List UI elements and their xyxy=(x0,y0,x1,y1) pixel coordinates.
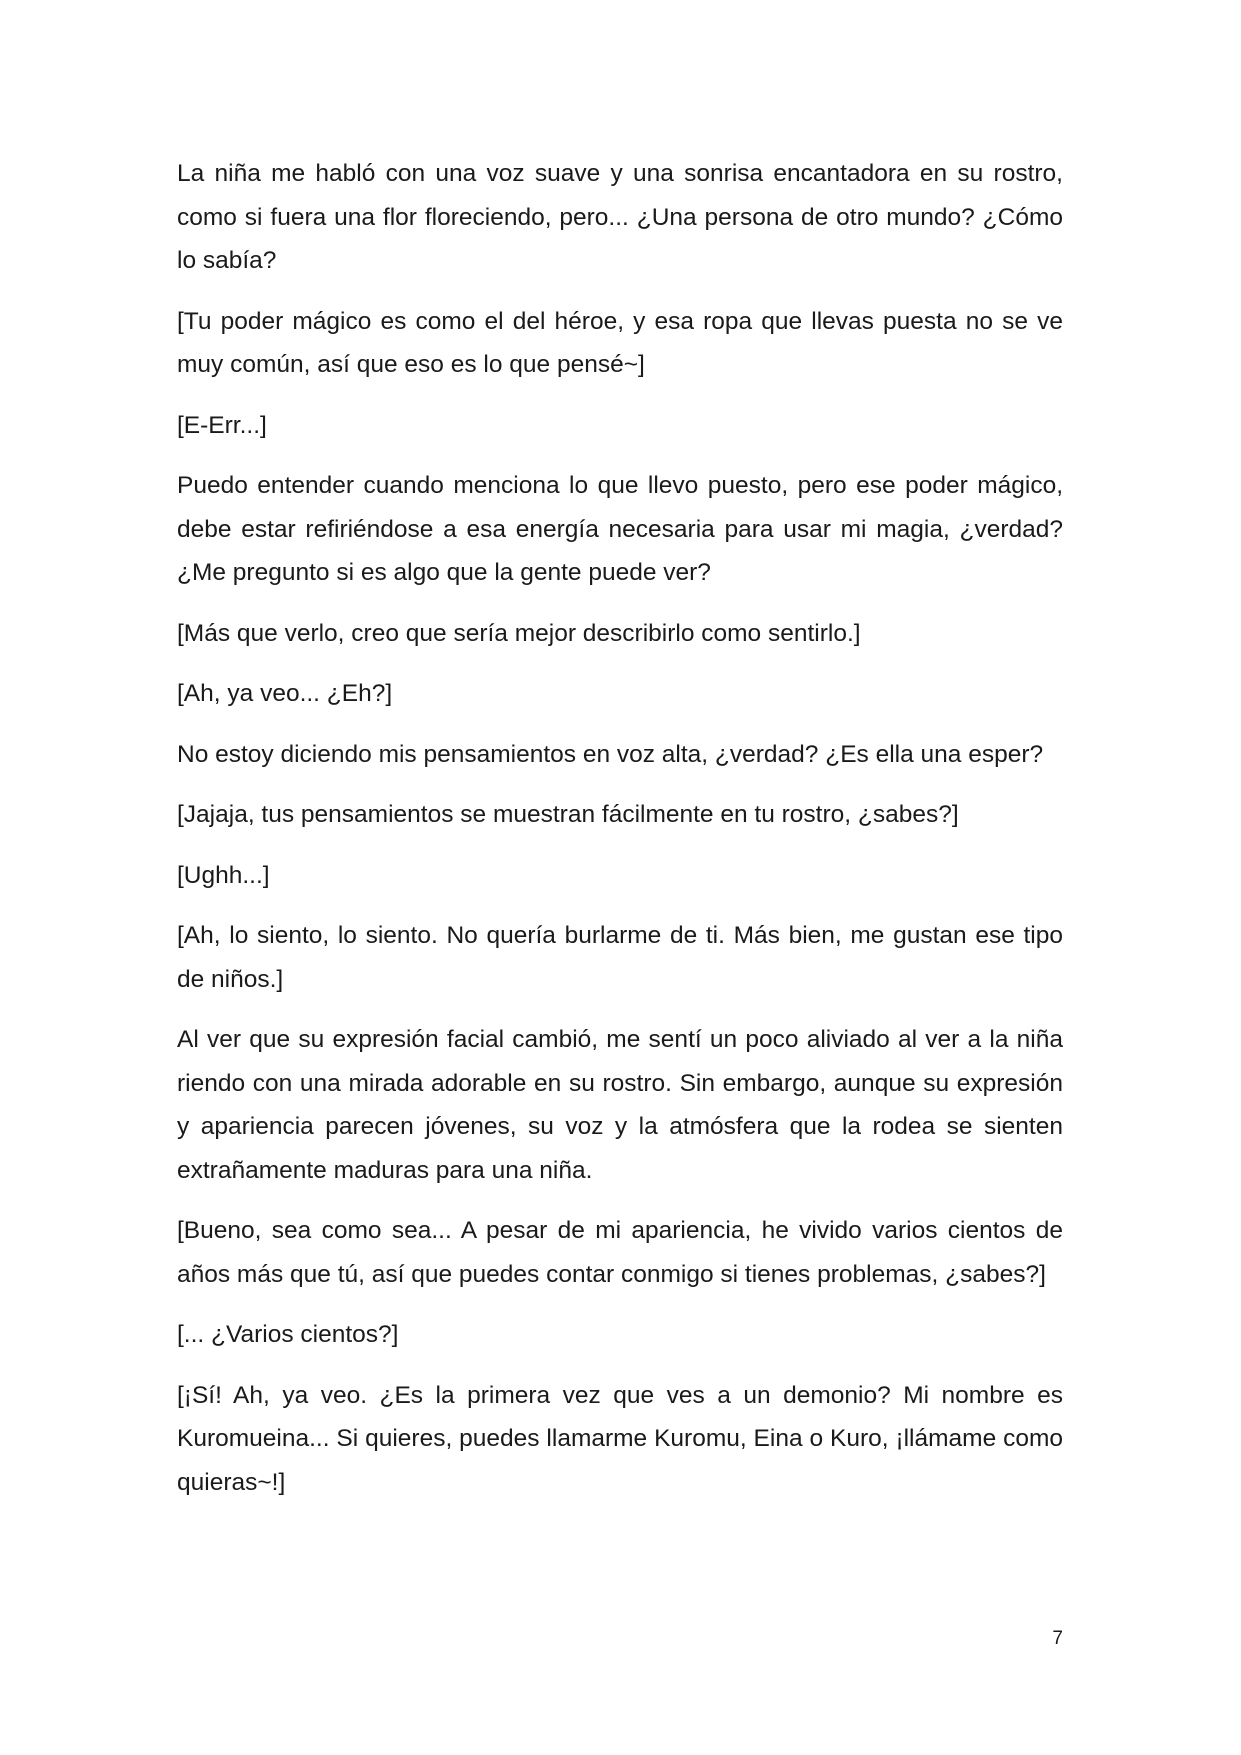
paragraph: [Tu poder mágico es como el del héroe, y esa ropa que llevas puesta no se ve muy común, así que eso es lo que pensé~] xyxy=(177,307,1063,378)
paragraph: [Ah, ya veo... ¿Eh?] xyxy=(177,680,393,707)
paragraph: [Ughh...] xyxy=(177,861,270,889)
body-text xyxy=(177,152,1063,1521)
paragraph: No estoy diciendo mis pensamientos en voz alta, ¿verdad? ¿Es ella una esper? xyxy=(177,740,1044,768)
paragraph: Al ver que su expresión facial cambió, me sentí un poco aliviado al ver a la niña riendo con una mirada adorable en su rostro. Sin embargo, aunque su expresión y apariencia parecen jóvenes, su voz y la atmósfera que la rodea se sienten extrañamente maduras para una niña. xyxy=(177,1026,1063,1184)
paragraph: [Bueno, sea como sea... A pesar de mi apariencia, he vivido varios cientos de años más que tú, así que puedes contar conmigo si tienes problemas, ¿sabes?] xyxy=(177,1217,1063,1288)
paragraph: Puedo entender cuando menciona lo que llevo puesto, pero ese poder mágico, debe estar refiriéndose a esa energía necesaria para usar mi magia, ¿verdad? ¿Me pregunto si es algo que la gente puede ver? xyxy=(177,472,1063,586)
page-number: 7 xyxy=(1052,1628,1063,1649)
paragraph: [Más que verlo, creo que sería mejor describirlo como sentirlo.] xyxy=(177,619,861,647)
paragraph: [Jajaja, tus pensamientos se muestran fácilmente en tu rostro, ¿sabes?] xyxy=(177,801,959,828)
paragraph: [... ¿Varios cientos?] xyxy=(177,1321,399,1348)
paragraph: [E-Err...] xyxy=(177,411,267,439)
paragraph: [Ah, lo siento, lo siento. No quería burlarme de ti. Más bien, me gustan ese tipo de niños.] xyxy=(177,922,1063,993)
paragraph: [¡Sí! Ah, ya veo. ¿Es la primera vez que ves a un demonio? Mi nombre es Kuromueina... Si quieres, puedes llamarme Kuromu, Eina o Kuro, ¡llámame como quieras~!] xyxy=(177,1381,1063,1496)
paragraph: La niña me habló con una voz suave y una sonrisa encantadora en su rostro, como si fuera una flor floreciendo, pero... ¿Una persona de otro mundo? ¿Cómo lo sabía? xyxy=(177,160,1063,274)
